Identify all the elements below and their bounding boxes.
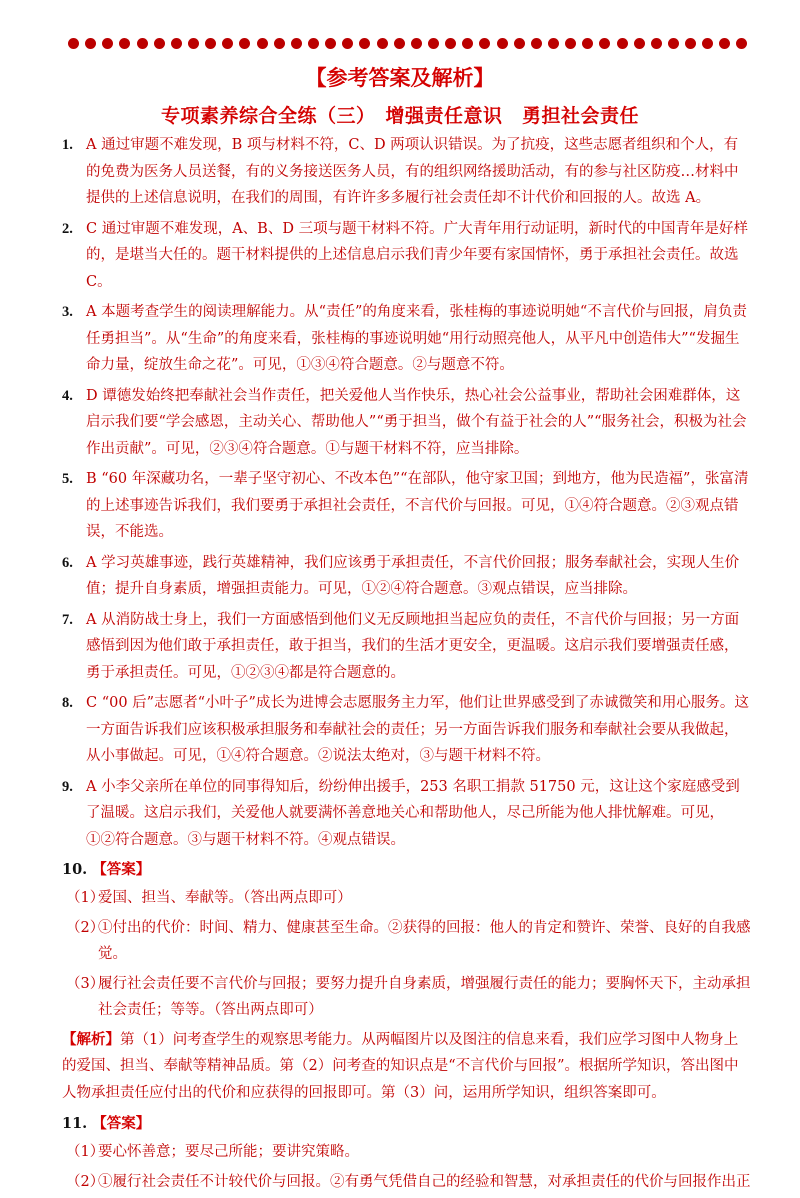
sub-answer-mark: （2） <box>66 919 105 936</box>
decorative-dot <box>668 38 679 49</box>
decorative-dot <box>428 38 439 49</box>
decorative-dot <box>702 38 713 49</box>
question-number: 4. <box>62 387 73 404</box>
answer-item <box>62 466 752 546</box>
sub-answer <box>62 1139 752 1166</box>
sub-answer-text: ①付出的代价：时间、精力、健康甚至生命。②获得的回报：他人的肯定和赞许、荣誉、良好的自我感觉。 <box>98 919 751 962</box>
question-number: 8. <box>62 695 73 711</box>
decorative-dot <box>325 38 336 49</box>
page-title: 【参考答案及解析】 <box>305 66 495 90</box>
question-11-header <box>62 1111 752 1137</box>
answer-item <box>62 299 752 379</box>
decorative-dot <box>257 38 268 49</box>
answer-text: B “60 年深藏功名，一辈子坚守初心、不改本色”“在部队，他守家卫国；到地方，他为民造福”，张富清的上述事迹告诉我们，我们要勇于承担社会责任，不言代价与回报。可见，①④符合题意。②③观点错误，不能选。 <box>86 471 749 540</box>
decorative-dot <box>634 38 645 49</box>
answer-text: A 从消防战士身上，我们一方面感悟到他们义无反顾地担当起应负的责任，不言代价与回报；另一方面感悟到因为他们敢于承担责任，敢于担当，我们的生活才更安全，更温暖。这启示我们要增强责任感，勇于承担责任。可见，①②③④都是符合题意的。 <box>86 611 740 681</box>
sub-answer <box>62 885 752 912</box>
decorative-dot <box>359 38 370 49</box>
decorative-dot <box>205 38 216 49</box>
sub-answer-mark: （3） <box>66 975 105 992</box>
decorative-dot <box>497 38 508 49</box>
question-10 <box>62 857 752 1106</box>
question-number: 1. <box>62 137 73 153</box>
decorative-dot <box>462 38 473 49</box>
decorative-dot <box>548 38 559 49</box>
decorative-dot <box>411 38 422 49</box>
sub-answer-mark: （1） <box>66 890 105 906</box>
decorative-dot <box>445 38 456 49</box>
question-number: 3. <box>62 304 73 320</box>
decorative-dot <box>171 38 182 49</box>
question-11-subanswers <box>62 1139 752 1195</box>
answer-content <box>62 132 752 1198</box>
sub-answer-mark: （1） <box>66 1144 105 1160</box>
decorative-dot <box>119 38 130 49</box>
decorative-dot <box>531 38 542 49</box>
sub-answer <box>62 971 752 1024</box>
question-number: 6. <box>62 554 73 571</box>
answer-list <box>62 132 752 853</box>
decorative-dot <box>617 38 628 49</box>
answer-text: A 本题考查学生的阅读理解能力。从“责任”的角度来看，张桂梅的事迹说明她“不言代价与回报，肩负责任勇担当”。从“生命”的角度来看，张桂梅的事迹说明她“用行动照亮他人，从平凡中创造伟大”“发掘生命力量，绽放生命之花”。可见，①③④符合题意。②与题意不符。 <box>86 304 747 373</box>
question-number: 10. <box>62 861 88 878</box>
decorative-dot <box>102 38 113 49</box>
decorative-dot <box>342 38 353 49</box>
decorative-dot <box>651 38 662 49</box>
sub-answer <box>62 1169 752 1196</box>
decorative-dot <box>479 38 490 49</box>
answer-item <box>62 607 752 687</box>
answer-item <box>62 550 752 603</box>
decorative-dot <box>599 38 610 49</box>
answer-text: A 通过审题不难发现，B 项与材料不符，C、D 两项认识错误。为了抗疫，这些志愿者组织和个人，有的免费为医务人员送餐，有的义务接送医务人员，有的组织网络援助活动，有的参与社区防疫…材料中提供的上述信息说明，在我们的周围，有许许多多履行社会责任却不计代价和回报的人。故选 A。 <box>86 137 739 206</box>
answer-item <box>62 774 752 854</box>
answer-item <box>62 216 752 296</box>
answer-text: C 通过审题不难发现，A、B、D 三项与题干材料不符。广大青年用行动证明，新时代的中国青年是好样的，是堪当大任的。题干材料提供的上述信息启示我们青少年要有家国情怀，勇于承担社会责任。故选 C。 <box>86 220 749 290</box>
question-10-subanswers <box>62 885 752 1024</box>
decorative-dot-border <box>68 38 748 50</box>
analysis-text: 第（1）问考查学生的观察思考能力。从两幅图片以及图注的信息来看，我们应学习图中人物身上的爱国、担当、奉献等精神品质。第（2）问考查的知识点是“不言代价与回报”。根据所学知识，答出图中人物承担责任应付出的代价和应获得的回报即可。第（3）问，运用所学知识，组织答案即可。 <box>62 1031 739 1101</box>
decorative-dot <box>308 38 319 49</box>
question-10-analysis <box>62 1027 752 1107</box>
answer-item <box>62 383 752 463</box>
question-10-header <box>62 857 752 883</box>
decorative-dot <box>377 38 388 49</box>
decorative-dot <box>188 38 199 49</box>
decorative-dot <box>565 38 576 49</box>
decorative-dot <box>514 38 525 49</box>
sub-answer-mark: （2） <box>66 1173 105 1190</box>
page-subtitle: 专项素养综合全练（三） 增强责任意识 勇担社会责任 <box>160 105 639 127</box>
answer-text: A 学习英雄事迹，践行英雄精神，我们应该勇于承担责任，不言代价回报；服务奉献社会，实现人生价值；提升自身素质，增强担责能力。可见，①②④符合题意。③观点错误，应当排除。 <box>86 554 740 597</box>
decorative-dot <box>685 38 696 49</box>
decorative-dot <box>582 38 593 49</box>
decorative-dot <box>68 38 79 49</box>
sub-answer-text: 要心怀善意；要尽己所能；要讲究策略。 <box>98 1144 359 1160</box>
answer-item <box>62 690 752 770</box>
decorative-dot <box>154 38 165 49</box>
answer-tag: 【答案】 <box>92 861 151 878</box>
answer-text: D 谭德发始终把奉献社会当作责任，把关爱他人当作快乐，热心社会公益事业，帮助社会困难群体，这启示我们要“学会感恩，主动关心、帮助他人”“勇于担当，做个有益于社会的人”“服务社会，积极为社会作出贡献”。可见，②③④符合题意。①与题干材料不符，应当排除。 <box>86 387 747 457</box>
sub-answer <box>62 915 752 968</box>
answer-text: A 小李父亲所在单位的同事得知后，纷纷伸出援手，253 名职工捐款 51750 元，这让这个家庭感受到了温暖。这启示我们，关爱他人就要满怀善意地关心和帮助他人，尽己所能为他人排忧解难。可见，①②符合题意。③与题干材料不符。④观点错误。 <box>86 778 740 848</box>
question-number: 2. <box>62 220 73 237</box>
answer-item <box>62 132 752 212</box>
analysis-tag: 【解析】 <box>62 1030 120 1048</box>
decorative-dot <box>222 38 233 49</box>
question-11 <box>62 1111 752 1195</box>
decorative-dot <box>719 38 730 49</box>
decorative-dot <box>137 38 148 49</box>
question-number: 5. <box>62 471 73 487</box>
decorative-dot <box>274 38 285 49</box>
sub-answer-text: 爱国、担当、奉献等。（答出两点即可） <box>98 890 352 906</box>
decorative-dot <box>291 38 302 49</box>
question-number: 11. <box>62 1115 88 1132</box>
decorative-dot <box>85 38 96 49</box>
sub-answer-text: ①履行社会责任不计较代价与回报。②有勇气凭借自己的经验和智慧，对承担责任的代价与回报作出正 <box>98 1173 751 1190</box>
decorative-dot <box>394 38 405 49</box>
sub-answer-text: 履行社会责任要不言代价与回报；要努力提升自身素质，增强履行责任的能力；要胸怀天下，主动承担社会责任；等等。（答出两点即可） <box>98 975 751 1018</box>
answer-tag: 【答案】 <box>92 1115 151 1132</box>
question-number: 9. <box>62 778 73 795</box>
answer-text: C “00 后”志愿者“小叶子”成长为进博会志愿服务主力军，他们让世界感受到了赤诚微笑和用心服务。这一方面告诉我们应该积极承担服务和奉献社会的责任；另一方面告诉我们服务和奉献社会要从我做起，从小事做起。可见，①④符合题意。②说法太绝对，③与题干材料不符。 <box>86 695 749 764</box>
decorative-dot <box>239 38 250 49</box>
decorative-dot <box>736 38 747 49</box>
question-number: 7. <box>62 611 73 628</box>
